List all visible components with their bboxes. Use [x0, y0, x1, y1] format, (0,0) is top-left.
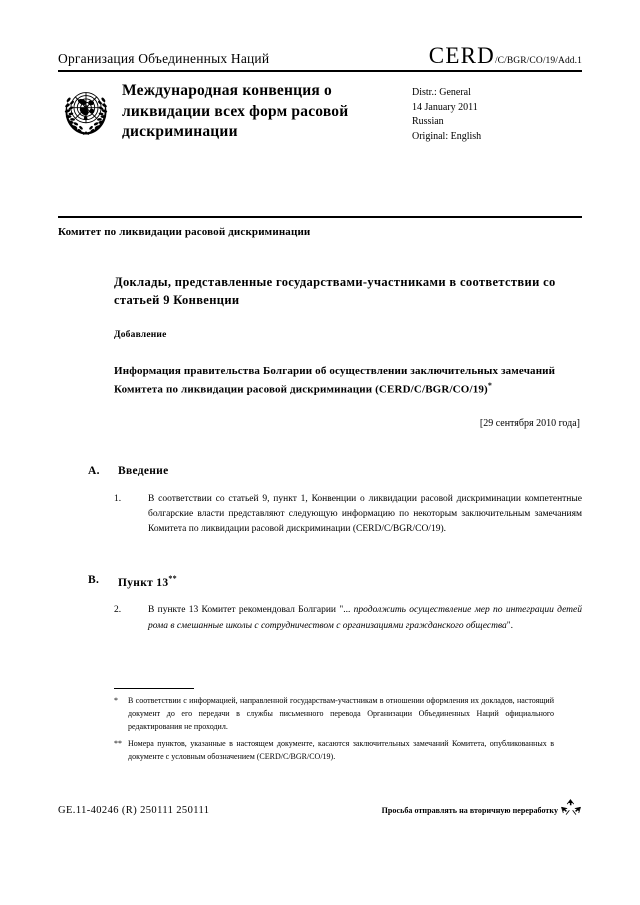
- section-heading: [88, 574, 582, 589]
- submission-date: [29 сентября 2010 года]: [479, 418, 580, 429]
- footnote-text: Номера пунктов, указанные в настоящем документе, касаются заключительных замечаний Комитета, опубликованных в документе с условным обозначением (CERD/C/BGR/CO/19).: [128, 738, 554, 761]
- document-symbol: [429, 44, 582, 67]
- paragraph-number: 2.: [114, 605, 122, 616]
- convention-title: Международная конвенция о ликвидации всех форм расовой дискриминации: [122, 82, 349, 141]
- distribution-language: Russian: [412, 116, 444, 127]
- section-paragraph-13: [88, 574, 582, 634]
- committee-name: Комитет по ликвидации расовой дискриминации: [58, 226, 311, 238]
- paragraph-quote-italic: продолжить осуществление мер по интеграции детей рома в смешанные школы с сотрудничеством с организациями гражданского общества: [148, 605, 582, 631]
- info-heading: [114, 363, 582, 398]
- page-title: Доклады, представленные государствами-участниками в соответствии со статьей 9 Конвенции: [114, 274, 556, 307]
- paragraph-number: 1.: [114, 494, 122, 504]
- section-introduction: [88, 465, 582, 538]
- section-footnote-mark: **: [168, 573, 177, 583]
- paragraph-text: В соответствии со статьей 9, пункт 1, Конвенции о ликвидации расовой дискриминации компетентные болгарские власти представляют следующую информацию по некоторым заключительным замечаниям Комитета по ликвидации расовой дискриминации (CERD/C/BGR/CO/19).: [148, 494, 582, 535]
- recycle-icon: [560, 798, 582, 818]
- recycle-notice: [382, 798, 582, 822]
- paragraph: [114, 492, 582, 538]
- footnote-text: В соответствии с информацией, направленной государствам-участникам в отношении оформления их докладов, настоящий документ до его передачи в службы письменного перевода Организации Объединенных Наций официального редактирования не проходил.: [128, 696, 554, 731]
- document-symbol-main: CERD: [428, 43, 495, 68]
- distribution-original: Original: English: [412, 130, 482, 142]
- section-letter: A.: [88, 465, 100, 477]
- distribution-date: 14 January 2011: [412, 101, 478, 113]
- distribution-distr: Distr.: General: [412, 87, 471, 98]
- info-heading-text: Информация правительства Болгарии об осуществлении заключительных замечаний Комитета по ликвидации расовой дискриминации (CERD/C/BGR/CO/19): [114, 365, 556, 396]
- masthead-top-row: [58, 44, 582, 70]
- section-title: [118, 574, 582, 589]
- section-title: Введение: [118, 465, 169, 477]
- organization-name: Организация Объединенных Наций: [58, 51, 270, 67]
- masthead-body-row: [58, 72, 582, 144]
- masthead-spacer: [58, 144, 582, 216]
- masthead-rule-bottom: [58, 216, 582, 218]
- section-heading: [88, 465, 582, 477]
- footnote-item: [114, 738, 554, 764]
- job-number: GE.11-40246 (R) 250111 250111: [58, 804, 210, 816]
- paragraph-text-lead: В пункте 13 Комитет рекомендовал Болгарии "...: [148, 605, 354, 616]
- footnotes-block: [114, 688, 554, 764]
- info-heading-footnote-mark: *: [487, 380, 492, 390]
- page-content: [58, 44, 582, 634]
- addendum-label: Добавление: [114, 330, 167, 341]
- footnote-item: [114, 695, 554, 734]
- footnote-marker: *: [114, 696, 118, 705]
- recycle-text: Просьба отправлять на вторичную переработку: [381, 805, 558, 815]
- title-block: [114, 274, 582, 429]
- paragraph: [114, 603, 582, 633]
- section-letter: B.: [88, 573, 100, 586]
- paragraph-text: [148, 603, 582, 633]
- un-emblem-icon: [58, 83, 114, 139]
- section-title-text: Пункт 13: [118, 576, 169, 589]
- paragraph-text-tail: ".: [506, 620, 514, 631]
- footnote-marker: **: [114, 738, 122, 748]
- footnote-separator-rule: [114, 688, 194, 689]
- page-footer: [58, 798, 582, 822]
- distribution-block: [402, 81, 582, 144]
- document-symbol-suffix: /C/BGR/CO/19/Add.1: [494, 56, 582, 66]
